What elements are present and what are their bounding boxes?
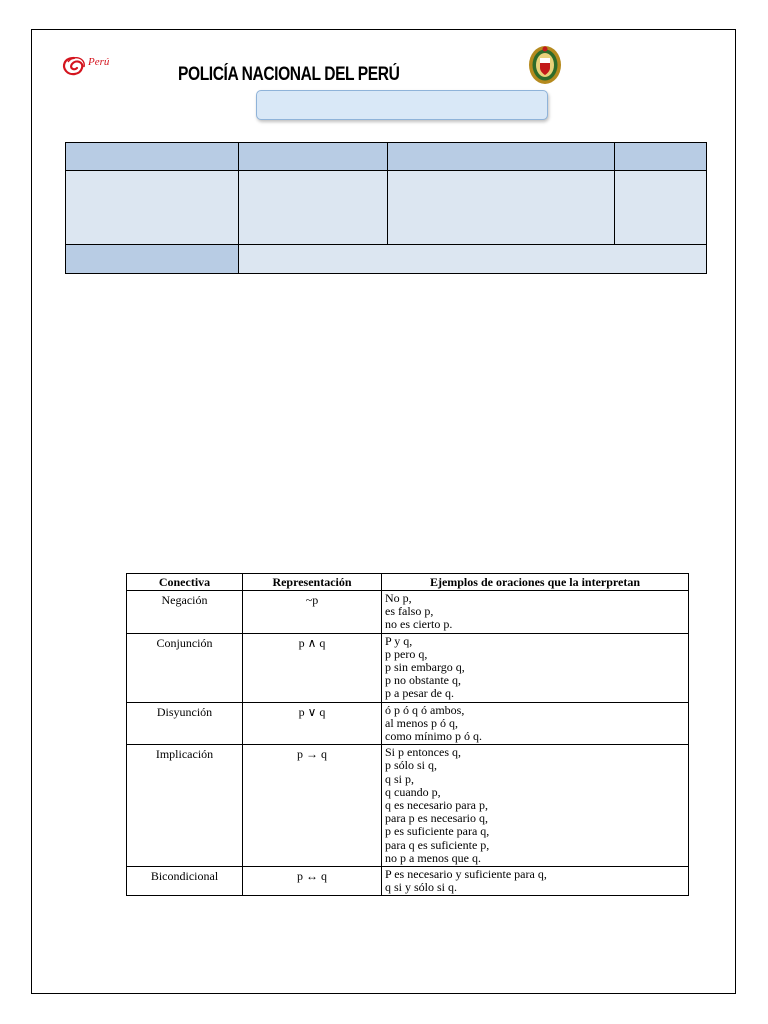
- connectives-header-row: [127, 574, 689, 591]
- column-header-representacion: Representación: [243, 574, 382, 591]
- police-emblem-icon: [527, 44, 563, 86]
- info-header-row: [66, 143, 707, 171]
- example-line: p sin embargo q,: [385, 660, 465, 675]
- table-row: [127, 591, 689, 634]
- connective-symbol: p → q: [243, 745, 382, 867]
- example-line: no p a menos que q.: [385, 850, 481, 865]
- course-info-table: [65, 142, 707, 274]
- example-line: no es cierto p.: [385, 617, 453, 632]
- info-footer-value-cell: [239, 245, 707, 274]
- connective-examples: [382, 702, 689, 745]
- info-body-row: [66, 171, 707, 245]
- example-line: para q es suficiente p,: [385, 837, 490, 852]
- connective-symbol: p ∨ q: [243, 702, 382, 745]
- connective-name: Disyunción: [127, 702, 243, 745]
- connective-name: Implicación: [127, 745, 243, 867]
- info-header-cell: [66, 143, 239, 171]
- table-row: [127, 745, 689, 867]
- connective-symbol: ~p: [243, 591, 382, 634]
- example-line: q cuando p,: [385, 784, 441, 799]
- connectives-table: [126, 573, 689, 896]
- connective-name: Negación: [127, 591, 243, 634]
- connective-examples: [382, 591, 689, 634]
- connective-examples: [382, 745, 689, 867]
- connective-examples: [382, 867, 689, 896]
- example-line: No p,: [385, 591, 412, 605]
- info-body-cell: [615, 171, 707, 245]
- connective-symbol: p ↔ q: [243, 867, 382, 896]
- info-footer-row: [66, 245, 707, 274]
- example-line: P es necesario y suficiente para q,: [385, 867, 547, 882]
- example-line: p a pesar de q.: [385, 686, 454, 701]
- example-line: al menos p ó q,: [385, 715, 458, 730]
- example-line: Si p entonces q,: [385, 745, 461, 760]
- column-header-conectiva: Conectiva: [127, 574, 243, 591]
- info-body-cell: [239, 171, 388, 245]
- info-header-cell: [615, 143, 707, 171]
- example-line: p no obstante q,: [385, 673, 461, 688]
- table-row: [127, 633, 689, 702]
- info-body-cell: [66, 171, 239, 245]
- example-line: ó p ó q ó ambos,: [385, 702, 465, 717]
- document-title-bar: [256, 90, 548, 120]
- example-line: q es necesario para p,: [385, 798, 488, 813]
- info-body-cell: [388, 171, 615, 245]
- info-footer-label-cell: [66, 245, 239, 274]
- example-line: P y q,: [385, 633, 413, 648]
- info-header-cell: [388, 143, 615, 171]
- example-line: p sólo si q,: [385, 758, 438, 773]
- example-line: p es suficiente para q,: [385, 824, 490, 839]
- example-line: p pero q,: [385, 646, 428, 661]
- example-line: para p es necesario q,: [385, 811, 488, 826]
- info-header-cell: [239, 143, 388, 171]
- example-line: es falso p,: [385, 604, 434, 619]
- example-line: q si y sólo si q.: [385, 880, 458, 895]
- connective-name: Bicondicional: [127, 867, 243, 896]
- connective-symbol: p ∧ q: [243, 633, 382, 702]
- connective-name: Conjunción: [127, 633, 243, 702]
- example-line: q si p,: [385, 771, 415, 786]
- org-title: POLICÍA NACIONAL DEL PERÚ: [178, 64, 400, 85]
- brand-text: Perú: [88, 56, 110, 68]
- table-row: [127, 702, 689, 745]
- column-header-ejemplos: Ejemplos de oraciones que la interpretan: [382, 574, 689, 591]
- table-row: [127, 867, 689, 896]
- connective-examples: [382, 633, 689, 702]
- example-line: como mínimo p ó q.: [385, 729, 482, 744]
